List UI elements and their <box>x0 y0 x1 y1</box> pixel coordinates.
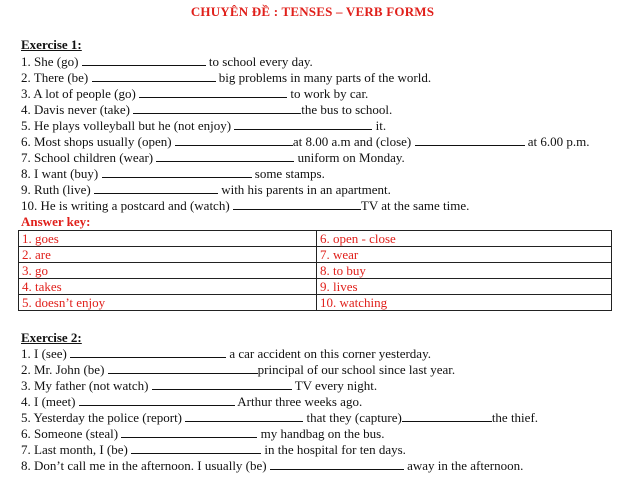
answer-blank[interactable] <box>270 458 404 470</box>
answer-blank[interactable] <box>121 426 257 438</box>
exercise-2-item-2: 2. Mr. John (be) principal of our school since last year. <box>21 362 456 377</box>
exercise-1-item-5: 5. He plays volleyball but he (not enjoy) it. <box>21 118 387 133</box>
exercise-2-item-5: 5. Yesterday the police (report) that they (capture) the thief. <box>21 410 539 425</box>
answer-blank[interactable] <box>131 442 261 454</box>
exercise-1-item-8: 8. I want (buy) some stamps. <box>21 166 325 181</box>
table-row <box>19 279 612 295</box>
answer-blank[interactable] <box>156 150 294 162</box>
exercise-1-item-6: 6. Most shops usually (open) at 8.00 a.m and (close) at 6.00 p.m. <box>21 134 590 149</box>
answer-blank[interactable] <box>402 410 492 422</box>
answer-blank[interactable] <box>139 86 287 98</box>
exercise-2-item-7: 7. Last month, I (be) in the hospital for ten days. <box>21 442 406 457</box>
answer-blank[interactable] <box>415 134 525 146</box>
table-row <box>19 231 612 247</box>
exercise-1-heading: Exercise 1: <box>21 37 82 52</box>
exercise-1-item-10: 10. He is writing a postcard and (watch) TV at the same time. <box>21 198 470 213</box>
exercise-2-item-8: 8. Don’t call me in the afternoon. I usually (be) away in the afternoon. <box>21 458 524 473</box>
answer-cell: 7. wear <box>317 247 612 263</box>
exercise-1-item-3: 3. A lot of people (go) to work by car. <box>21 86 369 101</box>
answer-blank[interactable] <box>152 378 292 390</box>
exercise-1-item-9: 9. Ruth (live) with his parents in an apartment. <box>21 182 391 197</box>
answer-blank[interactable] <box>82 54 206 66</box>
exercise-1-item-2: 2. There (be) big problems in many parts of the world. <box>21 70 432 85</box>
answer-key-table <box>18 230 612 311</box>
answer-blank[interactable] <box>133 102 301 114</box>
answer-cell: 2. are <box>19 247 317 263</box>
answer-cell: 8. to buy <box>317 263 612 279</box>
answer-blank[interactable] <box>70 346 226 358</box>
answer-blank[interactable] <box>92 70 216 82</box>
exercise-1-item-1: 1. She (go) to school every day. <box>21 54 313 69</box>
exercise-1-item-4: 4. Davis never (take) the bus to school. <box>21 102 393 117</box>
page-title: CHUYÊN ĐỀ : TENSES – VERB FORMS <box>190 4 435 19</box>
answer-cell: 5. doesn’t enjoy <box>19 295 317 311</box>
answer-blank[interactable] <box>234 118 372 130</box>
exercise-2-item-3: 3. My father (not watch) TV every night. <box>21 378 378 393</box>
answer-cell: 6. open - close <box>317 231 612 247</box>
exercise-2-heading: Exercise 2: <box>21 330 82 345</box>
answer-cell: 4. takes <box>19 279 317 295</box>
answer-blank[interactable] <box>108 362 258 374</box>
answer-cell: 3. go <box>19 263 317 279</box>
answer-blank[interactable] <box>94 182 218 194</box>
answer-cell: 9. lives <box>317 279 612 295</box>
answer-blank[interactable] <box>79 394 235 406</box>
answer-cell: 10. watching <box>317 295 612 311</box>
answer-blank[interactable] <box>233 198 361 210</box>
exercise-2-item-4: 4. I (meet) Arthur three weeks ago. <box>21 394 363 409</box>
exercise-2-item-6: 6. Someone (steal) my handbag on the bus. <box>21 426 385 441</box>
table-row <box>19 247 612 263</box>
answer-blank[interactable] <box>175 134 293 146</box>
answer-blank[interactable] <box>102 166 252 178</box>
table-row <box>19 295 612 311</box>
answer-cell: 1. goes <box>19 231 317 247</box>
exercise-1-item-7: 7. School children (wear) uniform on Monday. <box>21 150 405 165</box>
answer-blank[interactable] <box>185 410 303 422</box>
table-row <box>19 263 612 279</box>
exercise-2-item-1: 1. I (see) a car accident on this corner yesterday. <box>21 346 431 361</box>
answer-key-heading: Answer key: <box>21 214 91 229</box>
